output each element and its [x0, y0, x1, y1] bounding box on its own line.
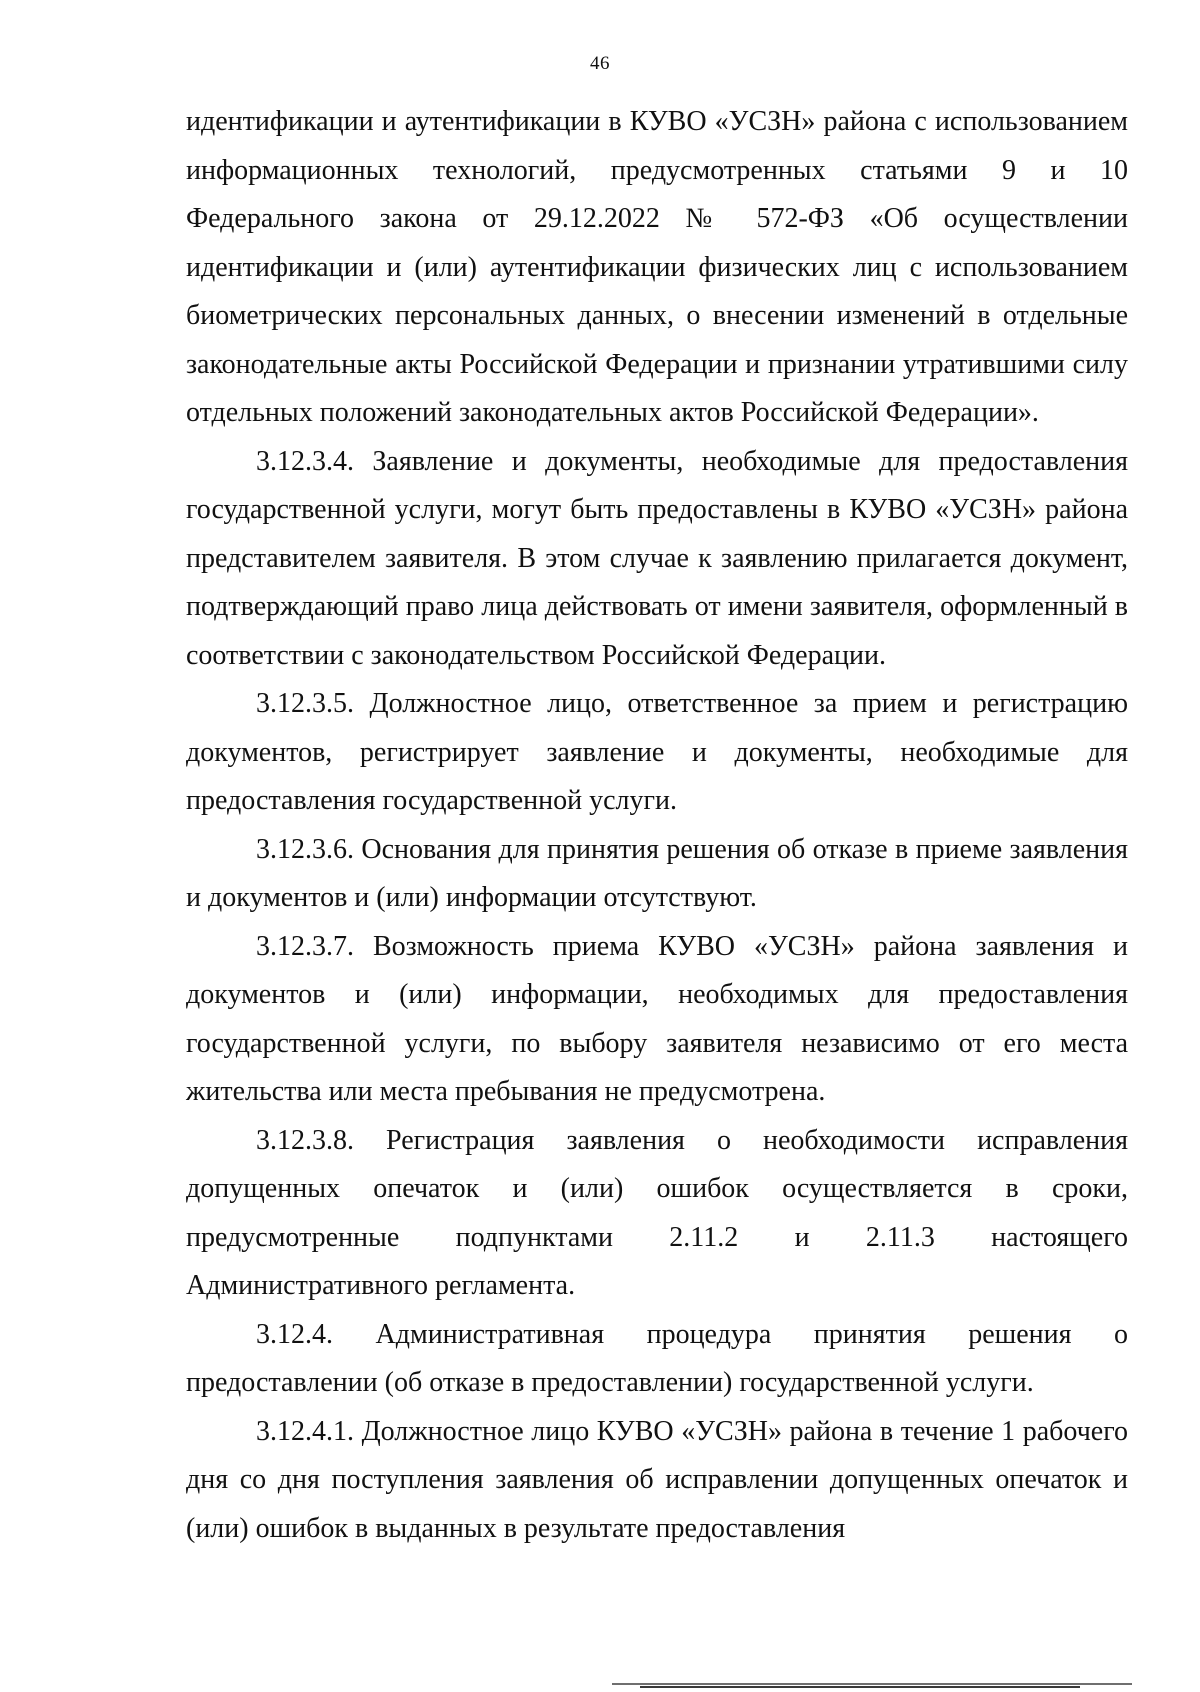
paragraph-3-12-3-7: 3.12.3.7. Возможность приема КУВО «УСЗН» района заявления и документов и (или) информации, необходимых для предоставления государственной услуги, по выбору заявителя независимо от его места жительства или места пребывания не предусмотрена. [186, 930, 1128, 1107]
paragraph-3-12-3-4: 3.12.3.4. Заявление и документы, необходимые для предоставления государственной услуги, могут быть предоставлены в КУВО «УСЗН» района представителем заявителя. В этом случае к заявлению прилагается документ, подтверждающий право лица действовать от имени заявителя, оформленный в соответствии с законодательством Российской Федерации. [186, 445, 1128, 671]
scan-edge-line-dark [640, 1686, 1080, 1688]
paragraph-continuation: идентификации и аутентификации в КУВО «УСЗН» района с использованием информационных технологий, предусмотренных статьями 9 и 10 Федерального закона от 29.12.2022 № 572-ФЗ «Об осуществлении идентификации и (или) аутентификации физических лиц с использованием биометрических персональных данных, о внесении изменений в отдельные законодательные акты Российской Федерации и признании утратившими силу отдельных положений законодательных актов Российской Федерации». [186, 106, 1128, 428]
paragraph-3-12-4-1: 3.12.4.1. Должностное лицо КУВО «УСЗН» района в течение 1 рабочего дня со дня поступления заявления об исправлении допущенных опечаток и (или) ошибок в выданных в результате предоставления [186, 1415, 1128, 1544]
page-number: 46 [590, 53, 610, 74]
paragraph-3-12-3-5: 3.12.3.5. Должностное лицо, ответственное за прием и регистрацию документов, регистрирует заявление и документы, необходимые для предоставления государственной услуги. [186, 688, 1128, 816]
paragraph-3-12-3-8: 3.12.3.8. Регистрация заявления о необходимости исправления допущенных опечаток и (или) ошибок осуществляется в сроки, предусмотренные подпунктами 2.11.2 и 2.11.3 настоящего Административного регламента. [186, 1124, 1128, 1301]
paragraph-3-12-3-6: 3.12.3.6. Основания для принятия решения об отказе в приеме заявления и документов и (или) информации отсутствуют. [186, 833, 1128, 913]
scan-edge-line [612, 1683, 1132, 1685]
paragraph-3-12-4: 3.12.4. Административная процедура принятия решения о предоставлении (об отказе в предоставлении) государственной услуги. [186, 1318, 1128, 1398]
document-body [186, 98, 1128, 1553]
